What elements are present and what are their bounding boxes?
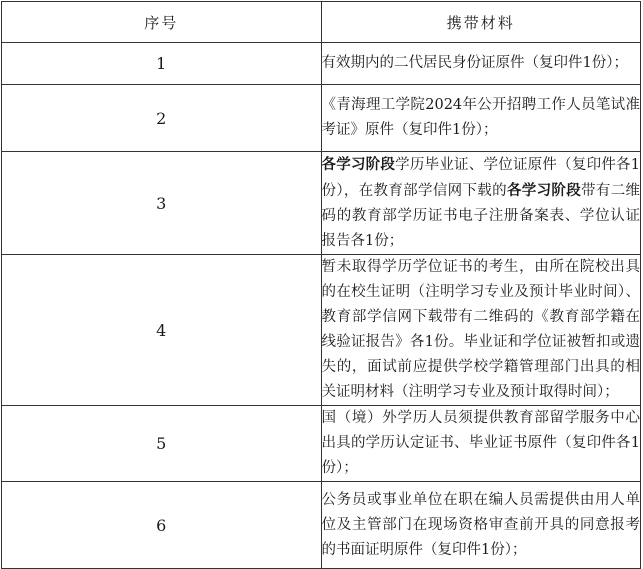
- row-text: 带有二维码的教育部学历证书电子注册备案表、学位认证报告各1份；: [321, 183, 641, 249]
- row-text: 学历毕业证、学位证原件（复印件各1份），在教育部学信网下载的: [321, 157, 640, 199]
- row-content: [321, 255, 641, 406]
- row-text: 暂未取得学历学位证书的考生，由所在院校出具的在校生证明（注明学习专业及预计毕业时间）、教育部学信网下载带有二维码的《教育部学籍在线验证报告》各1份。毕业证和学位证被暂扣或遗失的，面试前应提供学校学籍管理部门出具的相关证明材料（注明学习专业及预计取得时间）；: [321, 259, 640, 400]
- table-row: [2, 43, 641, 85]
- row-text: 《青海理工学院2024年公开招聘工作人员笔试准考证》原件（复印件1份）；: [321, 97, 640, 138]
- row-text: 有效期内的二代居民身份证原件（复印件1份）；: [321, 55, 628, 71]
- row-content: [321, 43, 641, 85]
- header-materials: 携带材料: [321, 2, 641, 43]
- table-row: [2, 406, 641, 482]
- row-number: 2: [2, 85, 322, 152]
- row-content: [321, 406, 641, 482]
- row-content: [321, 85, 641, 152]
- row-number: 5: [2, 406, 322, 482]
- row-text: 公务员或事业单位在职在编人员需提供由用人单位及主管部门在现场资格审查前开具的同意报考的书面证明原件（复印件1份）；: [321, 491, 640, 558]
- row-number: 1: [2, 43, 322, 85]
- header-number: 序号: [2, 2, 322, 43]
- row-number: 6: [2, 482, 322, 569]
- row-number: 3: [2, 152, 322, 255]
- table-row: [2, 255, 641, 406]
- row-content: [321, 152, 641, 255]
- bold-emphasis: 各学习阶段: [506, 182, 582, 199]
- table-row: [2, 152, 641, 255]
- table-row: [2, 85, 641, 152]
- table-row: [2, 482, 641, 569]
- bold-emphasis: 各学习阶段: [321, 156, 396, 173]
- materials-table: [1, 1, 641, 569]
- row-content: [321, 482, 641, 569]
- row-text: 国（境）外学历人员须提供教育部留学服务中心出具的学历认定证书、毕业证书原件（复印件各1份）；: [321, 410, 640, 476]
- row-number: 4: [2, 255, 322, 406]
- header-row: [2, 2, 641, 43]
